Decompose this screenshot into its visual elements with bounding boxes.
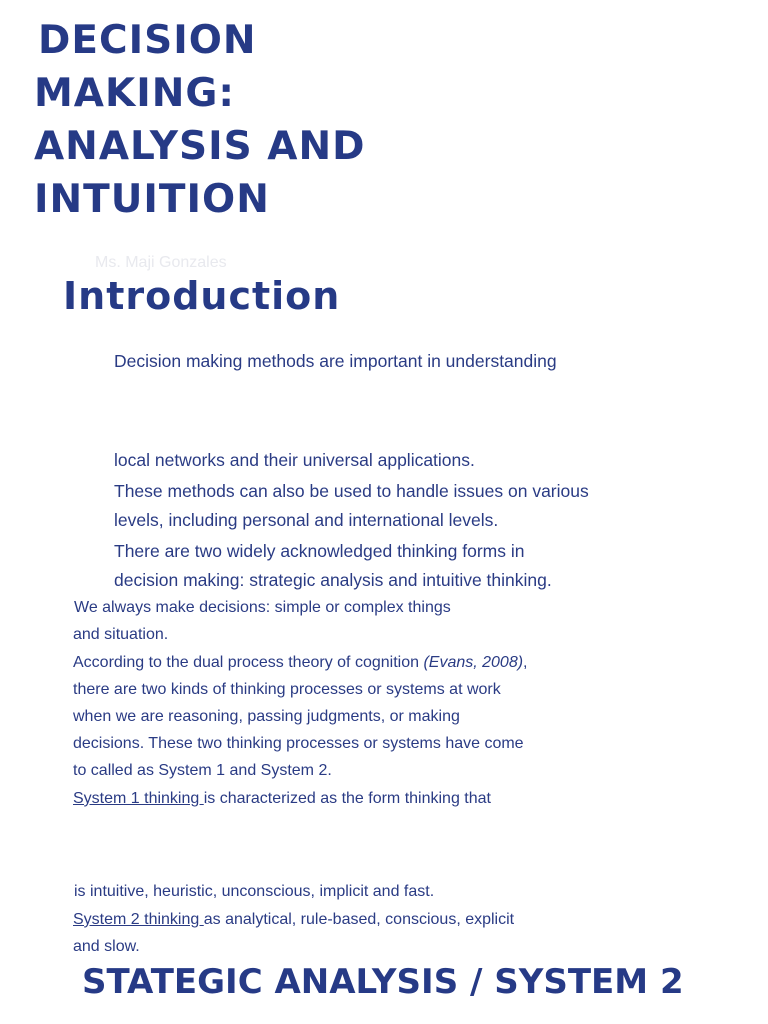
author-name: Ms. Maji Gonzales: [95, 254, 227, 271]
intro-line: Decision making methods are important in understanding: [114, 351, 557, 371]
title-line: INTUITION: [34, 177, 270, 222]
body-line: We always make decisions: simple or complex things: [74, 599, 451, 616]
body-text: is characterized as the form thinking that: [203, 790, 491, 807]
body-line: when we are reasoning, passing judgments, or making: [73, 708, 460, 725]
intro-line: These methods can also be used to handle issues on various: [114, 481, 589, 501]
body-line: to called as System 1 and System 2.: [73, 762, 332, 779]
body-line: and situation.: [73, 626, 169, 643]
citation: (Evans, 2008): [423, 654, 524, 671]
title-line: MAKING:: [34, 71, 235, 116]
section-heading-introduction: Introduction: [63, 274, 341, 318]
body-line: is intuitive, heuristic, unconscious, implicit and fast.: [74, 883, 435, 900]
body-line: there are two kinds of thinking processes or systems at work: [73, 681, 501, 698]
intro-line: decision making: strategic analysis and intuitive thinking.: [114, 570, 552, 590]
body-line: decisions. These two thinking processes or systems have come: [73, 735, 524, 752]
system-2-term: System 2 thinking: [73, 911, 204, 928]
title-line: ANALYSIS AND: [34, 124, 366, 169]
intro-line: local networks and their universal applications.: [114, 450, 475, 470]
section-heading-strategic-analysis: STATEGIC ANALYSIS / SYSTEM 2: [82, 962, 684, 1002]
system-1-term: System 1 thinking: [73, 790, 204, 807]
body-text: as analytical, rule-based, conscious, explicit: [203, 911, 515, 928]
body-text: According to the dual process theory of cognition: [73, 654, 424, 671]
body-line: and slow.: [73, 938, 140, 955]
body-line: [73, 790, 491, 808]
document-title: [34, 14, 365, 226]
title-line: DECISION: [38, 18, 257, 63]
body-line: [73, 654, 528, 672]
body-line: [73, 911, 514, 929]
intro-line: levels, including personal and international levels.: [114, 510, 499, 530]
body-text: ,: [523, 654, 528, 671]
intro-line: There are two widely acknowledged thinking forms in: [114, 541, 525, 561]
